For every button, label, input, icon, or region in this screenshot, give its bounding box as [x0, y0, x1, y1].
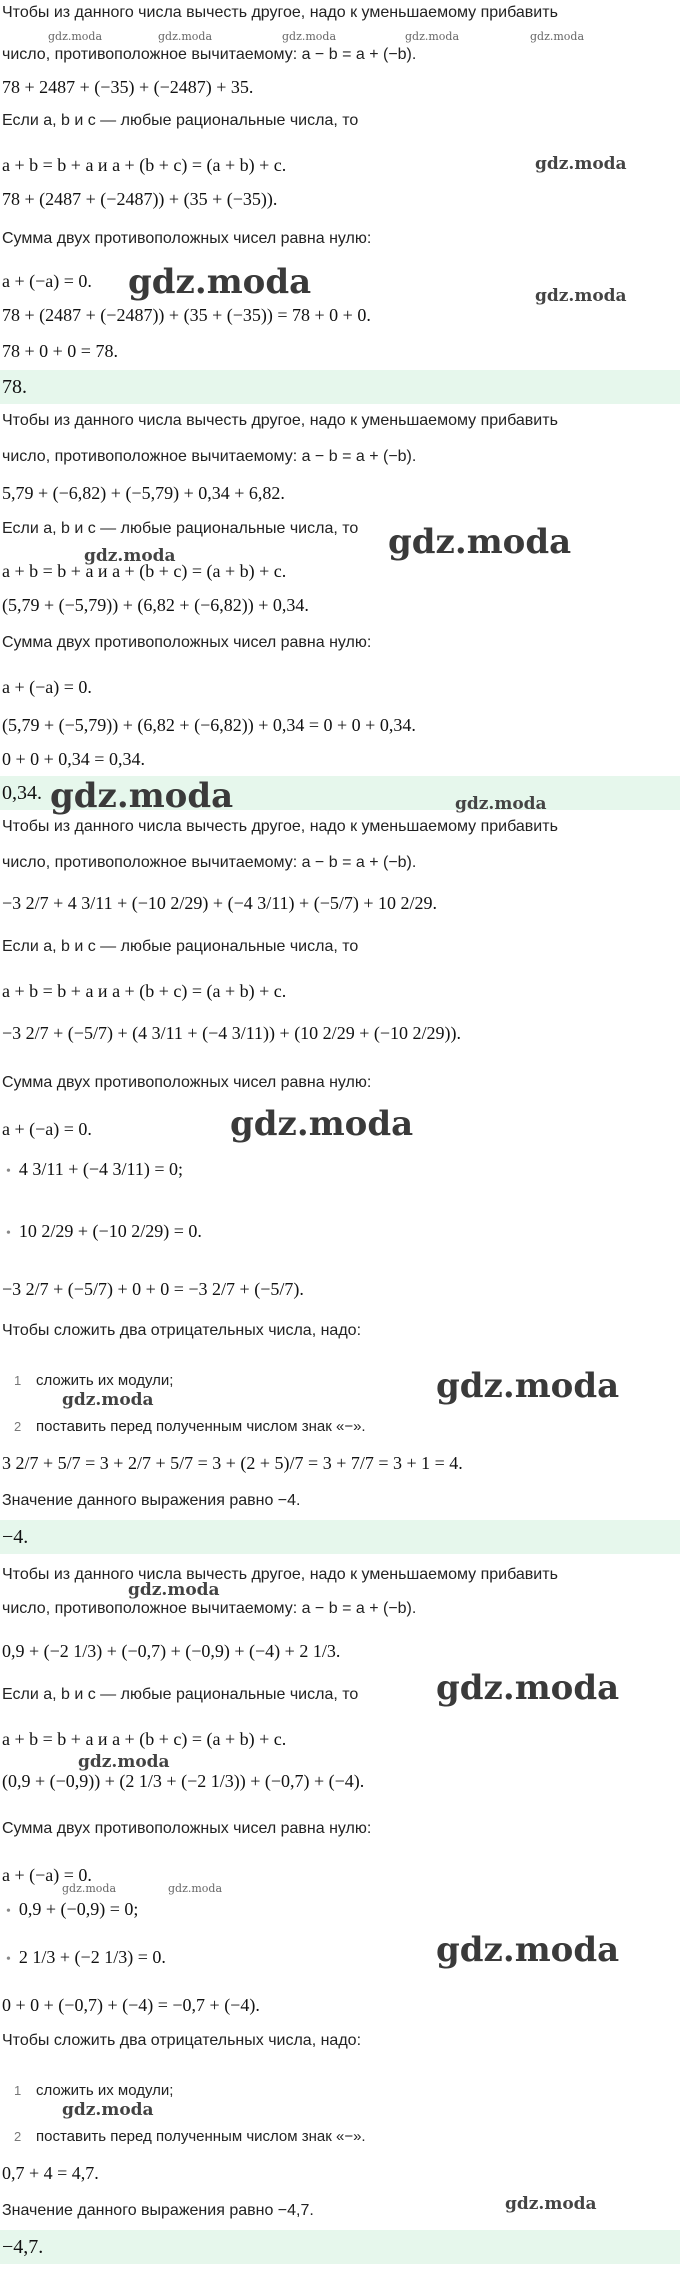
bullet-text: 10 2/29 + (−10 2/29) = 0.: [18, 1221, 202, 1241]
list-item: [14, 1416, 366, 1438]
result-line: 78 + 0 + 0 = 78.: [2, 341, 118, 361]
expression-line: −3 2/7 + 4 3/11 + (−10 2/29) + (−4 3/11) + (−5/7) + 10 2/29.: [2, 893, 437, 913]
properties-formula: a + b = b + a и a + (b + c) = (a + b) + c.: [2, 1729, 287, 1749]
watermark-logo: gdz.moda: [230, 1104, 414, 1144]
opposites-formula: a + (−a) = 0.: [2, 1119, 92, 1139]
answer-box: −4.: [0, 1520, 680, 1554]
opposites-formula: a + (−a) = 0.: [2, 271, 92, 291]
rule-properties-line: Если a, b и c — любые рациональные числа, то: [2, 938, 359, 955]
watermark-logo: gdz.moda: [78, 1752, 170, 1772]
opposites-formula: a + (−a) = 0.: [2, 677, 92, 697]
simplified-expression: 78 + (2487 + (−2487)) + (35 + (−35)) = 78 + 0 + 0.: [2, 305, 371, 325]
watermark-logo: gdz.moda: [168, 1882, 223, 1895]
rule-opposites-line: Сумма двух противоположных чисел равна нулю:: [2, 1820, 372, 1837]
calculation-line: 3 2/7 + 5/7 = 3 + 2/7 + 5/7 = 3 + (2 + 5)/7 = 3 + 7/7 = 3 + 1 = 4.: [2, 1453, 463, 1473]
list-item: [14, 1370, 173, 1392]
rule-subtraction-line-2: число, противоположное вычитаемому: a − b = a + (−b).: [2, 46, 417, 63]
watermark-logo: gdz.moda: [84, 546, 176, 566]
watermark-logo: gdz.moda: [62, 1882, 117, 1895]
rule-properties-line: Если a, b и c — любые рациональные числа, то: [2, 1686, 359, 1703]
watermark-logo: gdz.moda: [505, 2194, 597, 2214]
rule-subtraction-line-1: Чтобы из данного числа вычесть другое, надо к уменьшаемому прибавить: [2, 4, 558, 21]
watermark-logo: gdz.moda: [436, 1366, 620, 1406]
bullet-item: [6, 1946, 166, 1971]
regrouped-expression: (5,79 + (−5,79)) + (6,82 + (−6,82)) + 0,34.: [2, 595, 309, 615]
watermark-logo: gdz.moda: [62, 2100, 154, 2120]
watermark-logo: gdz.moda: [128, 262, 312, 302]
rule-properties-line: Если a, b и c — любые рациональные числа, то: [2, 112, 359, 129]
conclusion-line: Значение данного выражения равно −4.: [2, 1492, 301, 1509]
expression-line: 5,79 + (−6,82) + (−5,79) + 0,34 + 6,82.: [2, 483, 285, 503]
opposites-formula: a + (−a) = 0.: [2, 1865, 92, 1885]
expression-line: 0,9 + (−2 1/3) + (−0,7) + (−0,9) + (−4) + 2 1/3.: [2, 1641, 341, 1661]
rule-negatives-line: Чтобы сложить два отрицательных числа, надо:: [2, 2032, 362, 2049]
list-text: сложить их модули;: [36, 2082, 174, 2099]
rule-subtraction-line-2: число, противоположное вычитаемому: a − b = a + (−b).: [2, 1600, 417, 1617]
bullet-marker: •: [6, 1952, 11, 1967]
rule-negatives-line: Чтобы сложить два отрицательных числа, надо:: [2, 1322, 362, 1339]
list-text: сложить их модули;: [36, 1372, 174, 1389]
bullet-item: [6, 1158, 183, 1183]
rule-subtraction-line-2: число, противоположное вычитаемому: a − b = a + (−b).: [2, 448, 417, 465]
bullet-text: 2 1/3 + (−2 1/3) = 0.: [18, 1947, 166, 1967]
bullet-marker: •: [6, 1904, 11, 1919]
rule-opposites-line: Сумма двух противоположных чисел равна нулю:: [2, 230, 372, 247]
simplified-expression: −3 2/7 + (−5/7) + 0 + 0 = −3 2/7 + (−5/7).: [2, 1279, 304, 1299]
watermark-logo: gdz.moda: [128, 1580, 220, 1600]
properties-formula: a + b = b + a и a + (b + c) = (a + b) + c.: [2, 561, 287, 581]
list-number: 2: [14, 1419, 22, 1434]
bullet-item: [6, 1898, 138, 1923]
properties-formula: a + b = b + a и a + (b + c) = (a + b) + c.: [2, 155, 287, 175]
bullet-item: [6, 1220, 202, 1245]
watermark-logo: gdz.moda: [50, 776, 234, 816]
bullet-text: 4 3/11 + (−4 3/11) = 0;: [18, 1159, 184, 1179]
watermark-logo: gdz.moda: [530, 30, 585, 43]
answer-box: 78.: [0, 370, 680, 404]
list-number: 1: [14, 1373, 22, 1388]
watermark-logo: gdz.moda: [62, 1390, 154, 1410]
conclusion-line: Значение данного выражения равно −4,7.: [2, 2202, 314, 2219]
watermark-logo: gdz.moda: [455, 794, 547, 814]
list-number: 1: [14, 2083, 22, 2098]
list-item: [14, 2126, 366, 2148]
simplified-expression: 0 + 0 + (−0,7) + (−4) = −0,7 + (−4).: [2, 1995, 260, 2015]
expression-line: 78 + 2487 + (−35) + (−2487) + 35.: [2, 77, 254, 97]
list-number: 2: [14, 2129, 22, 2144]
answer-box: −4,7.: [0, 2230, 680, 2264]
simplified-expression: (5,79 + (−5,79)) + (6,82 + (−6,82)) + 0,34 = 0 + 0 + 0,34.: [2, 715, 416, 735]
watermark-logo: gdz.moda: [158, 30, 213, 43]
rule-subtraction-line-2: число, противоположное вычитаемому: a − b = a + (−b).: [2, 854, 417, 871]
watermark-logo: gdz.moda: [282, 30, 337, 43]
bullet-marker: •: [6, 1226, 11, 1241]
regrouped-expression: 78 + (2487 + (−2487)) + (35 + (−35)).: [2, 189, 278, 209]
regrouped-expression: (0,9 + (−0,9)) + (2 1/3 + (−2 1/3)) + (−0,7) + (−4).: [2, 1771, 365, 1791]
rule-subtraction-line-1: Чтобы из данного числа вычесть другое, надо к уменьшаемому прибавить: [2, 1566, 558, 1583]
rule-properties-line: Если a, b и c — любые рациональные числа, то: [2, 520, 359, 537]
watermark-logo: gdz.moda: [436, 1668, 620, 1708]
watermark-logo: gdz.moda: [48, 30, 103, 43]
answer-box: 0,34.: [0, 776, 680, 810]
watermark-logo: gdz.moda: [535, 154, 627, 174]
rule-subtraction-line-1: Чтобы из данного числа вычесть другое, надо к уменьшаемому прибавить: [2, 818, 558, 835]
watermark-logo: gdz.moda: [436, 1930, 620, 1970]
watermark-logo: gdz.moda: [535, 286, 627, 306]
rule-opposites-line: Сумма двух противоположных чисел равна нулю:: [2, 634, 372, 651]
rule-opposites-line: Сумма двух противоположных чисел равна нулю:: [2, 1074, 372, 1091]
result-line: 0 + 0 + 0,34 = 0,34.: [2, 749, 145, 769]
rule-subtraction-line-1: Чтобы из данного числа вычесть другое, надо к уменьшаемому прибавить: [2, 412, 558, 429]
watermark-logo: gdz.moda: [405, 30, 460, 43]
calculation-line: 0,7 + 4 = 4,7.: [2, 2163, 99, 2183]
regrouped-expression: −3 2/7 + (−5/7) + (4 3/11 + (−4 3/11)) + (10 2/29 + (−10 2/29)).: [2, 1023, 461, 1043]
bullet-text: 0,9 + (−0,9) = 0;: [18, 1899, 139, 1919]
list-text: поставить перед полученным числом знак «−».: [36, 2128, 366, 2145]
watermark-logo: gdz.moda: [388, 522, 572, 562]
bullet-marker: •: [6, 1164, 11, 1179]
properties-formula: a + b = b + a и a + (b + c) = (a + b) + c.: [2, 981, 287, 1001]
list-item: [14, 2080, 173, 2102]
list-text: поставить перед полученным числом знак «−».: [36, 1418, 366, 1435]
